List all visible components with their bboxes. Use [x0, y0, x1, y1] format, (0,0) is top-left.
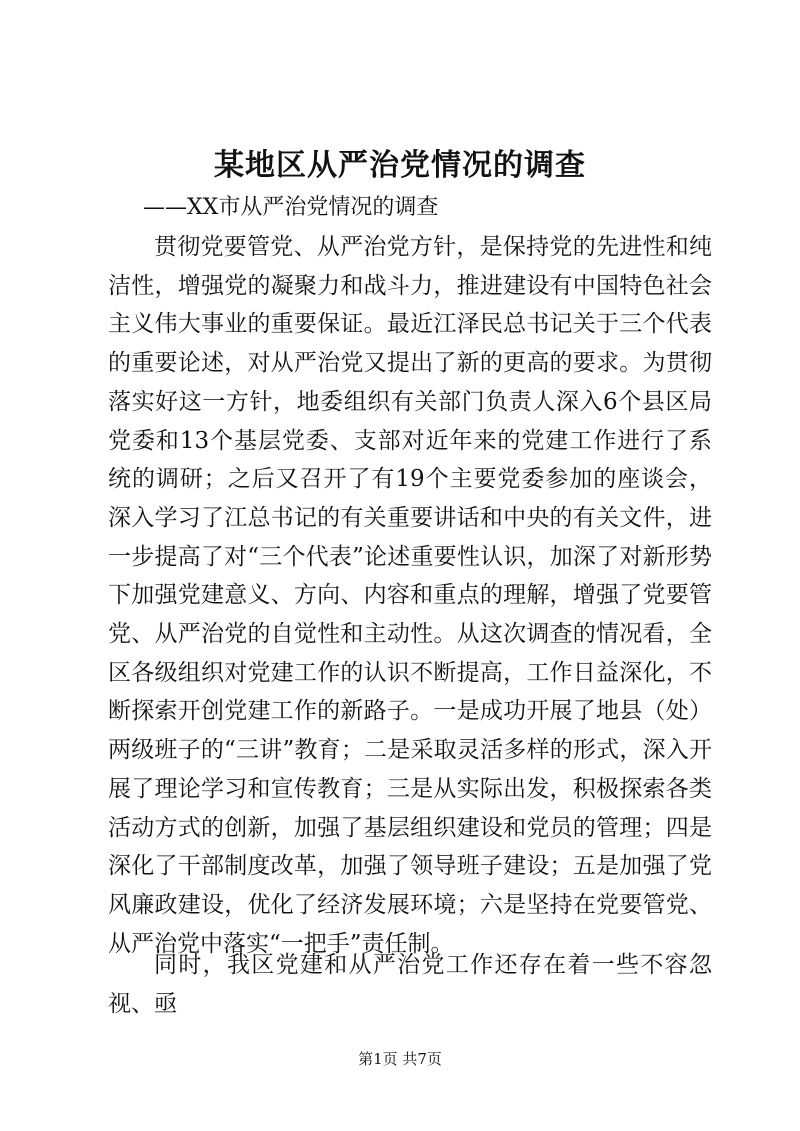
document-title: 某地区从严治党情况的调查 [214, 148, 586, 183]
page-footer: 第1页 共7页 [358, 1050, 442, 1068]
body-paragraph-1: 贯彻党要管党、从严治党方针，是保持党的先进性和纯洁性，增强党的凝聚力和战斗力，推进建设有中国特色社会主义伟大事业的重要保证。最近江泽民总书记关于三个代表的重要论述，对从严治党又提出了新的更高的要求。为贯彻落实好这一方针，地委组织有关部门负责人深入6个县区局党委和13个基层党委、支部对近年来的党建工作进行了系统的调研；之后又召开了有19个主要党委参加的座谈会，深入学习了江总书记的有关重要讲话和中央的有关文件，进一步提高了对“三个代表”论述重要性认识，加深了对新形势下加强党建意义、方向、内容和重点的理解，增强了党要管党、从严治党的自觉性和主动性。从这次调查的情况看，全区各级组织对党建工作的认识不断提高，工作日益深化，不断探索开创党建工作的新路子。一是成功开展了地县（处）两级班子的“三讲”教育；二是采取灵活多样的形式，深入开展了理论学习和宣传教育；三是从实际出发，积极探索各类活动方式的创新，加强了基层组织建设和党员的管理；四是深化了干部制度改革，加强了领导班子建设；五是加强了党风廉政建设，优化了经济发展环境；六是坚持在党要管党、从严治党中落实“一把手”责任制。 [108, 234, 712, 957]
body-paragraph-2: 同时，我区党建和从严治党工作还存在着一些不容忽视、亟 [108, 952, 712, 1017]
document-subtitle: ——XX市从严治党情况的调查 [143, 195, 439, 220]
